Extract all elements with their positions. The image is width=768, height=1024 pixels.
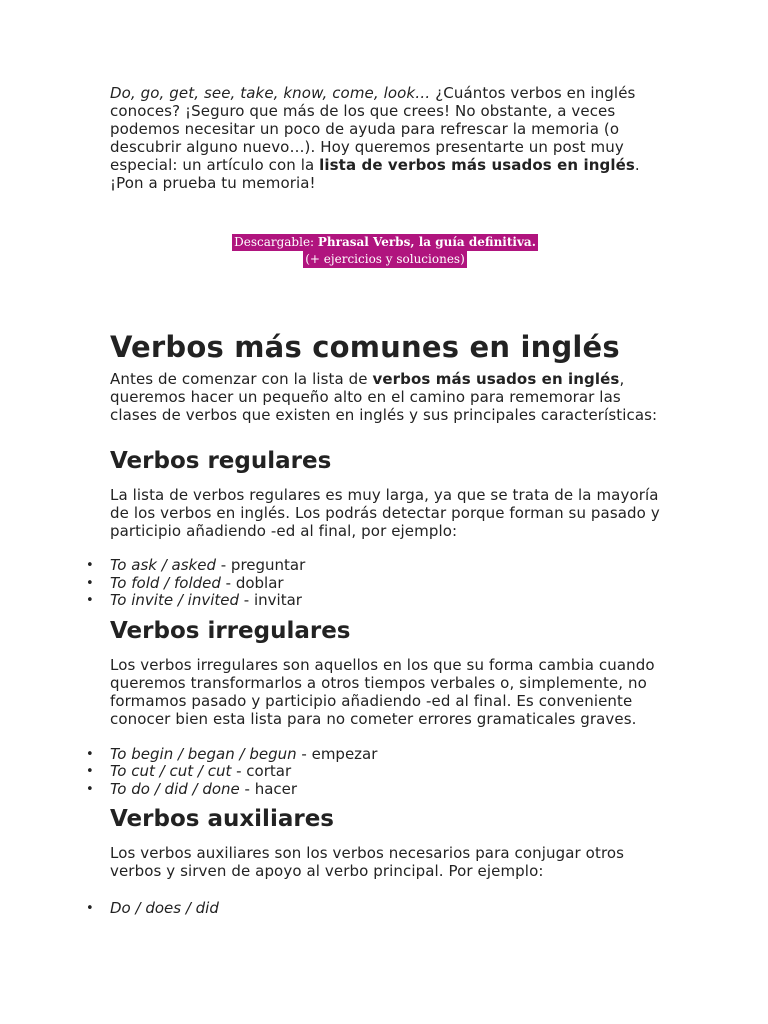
auxiliares-heading: Verbos auxiliares bbox=[110, 806, 334, 832]
regulares-paragraph: La lista de verbos regulares es muy larga, ya que se trata de la mayoría de los verbos en inglés. Los podrás detectar porque forman su pasado y participio añadiendo -ed al final, por ejemplo: bbox=[110, 486, 660, 540]
list-item bbox=[86, 591, 660, 610]
intro-verbs-italic: Do, go, get, see, take, know, come, look… bbox=[110, 84, 431, 102]
list-item bbox=[86, 779, 660, 799]
verb-translation: - doblar bbox=[220, 573, 284, 592]
article bbox=[86, 84, 660, 918]
bullet-icon: • bbox=[86, 593, 94, 608]
auxiliares-list bbox=[86, 899, 660, 918]
list-item bbox=[86, 744, 660, 764]
main-bold: verbos más usados en inglés bbox=[372, 370, 620, 388]
verb-forms: To cut / cut / cut bbox=[110, 762, 232, 780]
regulares-heading: Verbos regulares bbox=[110, 448, 332, 474]
bullet-icon: • bbox=[86, 781, 94, 797]
verb-translation: - empezar bbox=[296, 744, 378, 763]
download-subtitle: (+ ejercicios y soluciones) bbox=[305, 252, 465, 266]
verb-forms: Do / does / did bbox=[110, 899, 219, 917]
list-item bbox=[86, 573, 660, 593]
bullet-icon: • bbox=[86, 901, 94, 916]
list-item bbox=[86, 762, 660, 781]
main-paragraph bbox=[110, 370, 660, 424]
intro-end: . ¡Pon a prueba tu memoria! bbox=[110, 156, 640, 192]
download-subtitle-line[interactable] bbox=[303, 251, 467, 268]
intro-bold-link: lista de verbos más usados en inglés bbox=[319, 156, 635, 174]
irregulares-heading: Verbos irregulares bbox=[110, 617, 351, 644]
main-text-before: Antes de comenzar con la lista de bbox=[110, 370, 373, 388]
bullet-icon: • bbox=[86, 746, 94, 762]
verb-translation: - cortar bbox=[231, 762, 292, 780]
bullet-icon: • bbox=[86, 764, 94, 779]
verb-forms: To ask / asked bbox=[110, 556, 216, 574]
verb-translation: - invitar bbox=[239, 591, 302, 609]
list-item bbox=[86, 899, 660, 918]
regulares-list bbox=[86, 556, 660, 610]
download-title: Phrasal Verbs, la guía definitiva. bbox=[317, 235, 536, 249]
auxiliares-paragraph: Los verbos auxiliares son los verbos necesarios para conjugar otros verbos y sirven de apoyo al verbo principal. Por ejemplo: bbox=[110, 844, 625, 880]
intro-text: ¿Cuántos verbos en inglés conoces? ¡Seguro que más de los que crees! No obstante, a veces podemos necesitar un poco de ayuda para refrescar la memoria (o descubrir alguno nuevo…). Hoy queremos presentarte un post muy especial: un artículo con la bbox=[110, 84, 636, 174]
irregulares-list bbox=[86, 744, 660, 799]
verb-translation: - preguntar bbox=[215, 556, 306, 574]
list-item bbox=[86, 556, 660, 575]
download-prefix: Descargable: bbox=[234, 235, 318, 249]
bullet-icon: • bbox=[86, 575, 94, 591]
verb-forms: To invite / invited bbox=[110, 591, 240, 609]
intro-paragraph bbox=[110, 84, 660, 192]
verb-translation: - hacer bbox=[239, 779, 298, 798]
bullet-icon: • bbox=[86, 558, 94, 573]
main-heading: Verbos más comunes en inglés bbox=[110, 330, 620, 364]
download-title-line[interactable] bbox=[232, 234, 538, 251]
main-text-after: , queremos hacer un pequeño alto en el camino para rememorar las clases de verbos que existen en inglés y sus principales características: bbox=[110, 370, 658, 424]
download-banner[interactable] bbox=[110, 234, 660, 268]
verb-forms: To do / did / done bbox=[110, 779, 240, 798]
verb-forms: To fold / folded bbox=[110, 573, 221, 592]
irregulares-paragraph: Los verbos irregulares son aquellos en los que su forma cambia cuando queremos transformarlos a otros tiempos verbales o, simplemente, no formamos pasado y participio añadiendo -ed al final. Es conveniente conocer bien esta lista para no cometer errores gramaticales graves. bbox=[110, 655, 655, 728]
verb-forms: To begin / began / begun bbox=[110, 744, 297, 763]
